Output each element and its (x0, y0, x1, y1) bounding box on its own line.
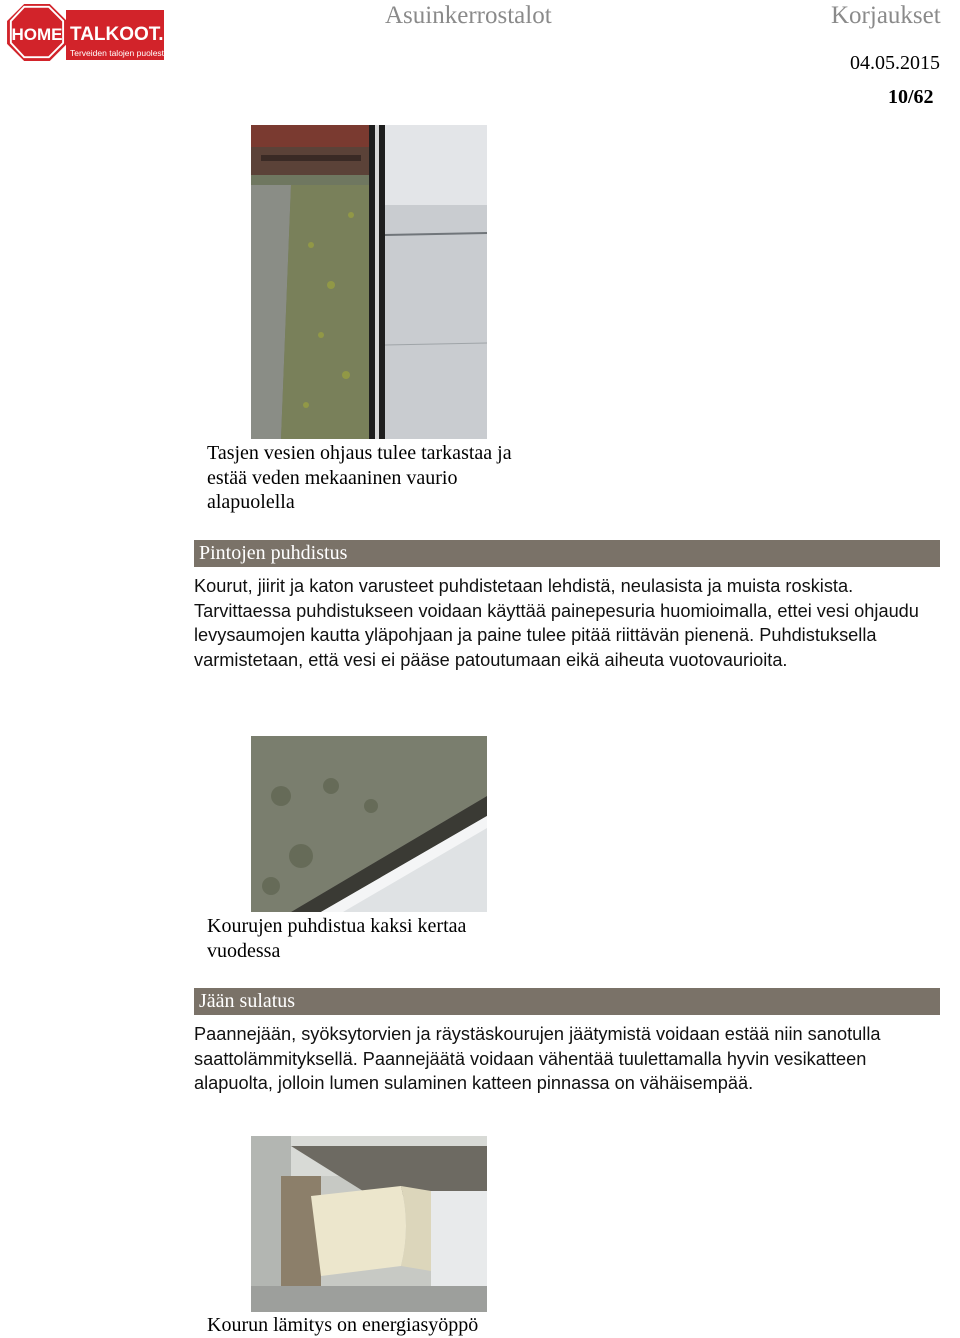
header-title-right: Korjaukset (831, 2, 941, 29)
figure-caption: Tasjen vesien ohjaus tulee tarkastaa ja estää veden mekaaninen vaurio alapuolella (207, 442, 512, 513)
section-heading: Jään sulatus (194, 988, 940, 1015)
header-date: 04.05.2015 (850, 52, 940, 74)
logo-talkoot-text: TALKOOT.FI (70, 24, 181, 45)
hometalkoot-logo (6, 4, 181, 64)
section-text: Kourut, jiirit ja katon varusteet puhdistetaan lehdistä, neulasista ja muista roskista. Tarvittaessa puhdistukseen voidaan käyttää painepesuria huomioimalla, ettei vesi ohjaudu levysaumojen kautta yläpohjaan ja paine tulee pitää riittävän pienenä. Puhdistuksella varmistetaan, että vesi ei pääse patoutumaan eikä aiheuta vuotovaurioita. (194, 576, 919, 670)
section-heading: Pintojen puhdistus (194, 540, 940, 567)
figure-caption: Kourujen puhdistua kaksi kertaa vuodessa (207, 915, 467, 962)
gutter-photo (251, 736, 487, 912)
header-title-center: Asuinkerrostalot (385, 2, 552, 29)
logo-home-text: HOME (11, 25, 63, 44)
gutter-heating-photo (251, 1136, 487, 1312)
logo-tagline: Terveiden talojen puolesta (70, 48, 169, 58)
figure-caption: Kourun lämitys on energiasyöppö (207, 1314, 479, 1336)
gutter-photo (251, 125, 487, 439)
section-text: Paannejään, syöksytorvien ja räystäskourujen jäätymistä voidaan estää niin sanotulla saattolämmityksellä. Paannejäätä voidaan vähentää tuulettamalla hyvin vesikatteen alapuolta, jolloin lumen sulaminen katteen pinnassa on vähäisempää. (194, 1024, 881, 1093)
page-number: 10/62 (888, 86, 934, 108)
